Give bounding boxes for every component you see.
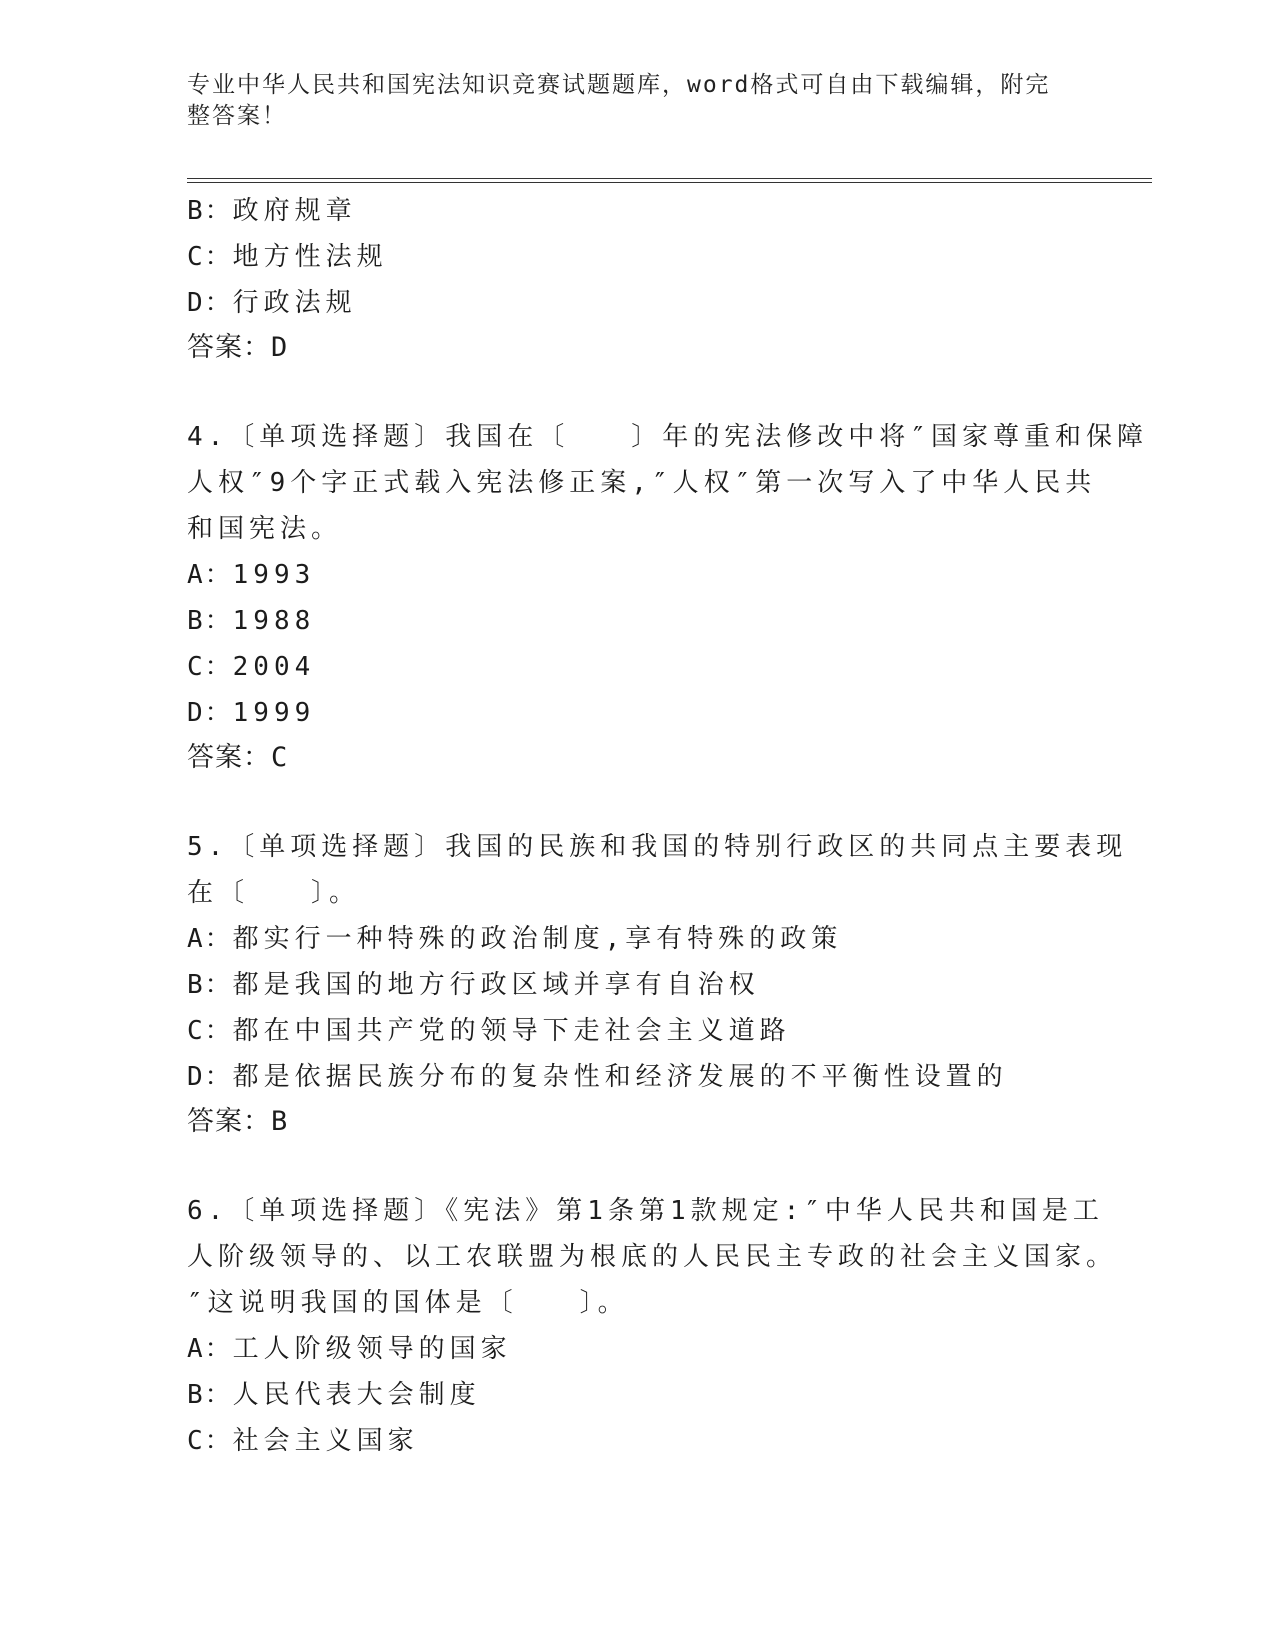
question-text-line: 人阶级领导的、以工农联盟为根底的人民民主专政的社会主义国家。 (187, 1242, 1118, 1272)
option-b: B：1988 (187, 606, 316, 636)
answer-line: 答案：D (187, 332, 289, 363)
option-c: C：社会主义国家 (187, 1426, 419, 1456)
option-d: D：1999 (187, 698, 316, 728)
option-c: C：2004 (187, 652, 316, 682)
option-b: B：政府规章 (187, 196, 357, 226)
question-text-line: ″这说明我国的国体是〔 〕。 (187, 1288, 629, 1318)
question-text-line: 和国宪法。 (187, 514, 343, 544)
option-b: B：都是我国的地方行政区域并享有自治权 (187, 970, 760, 1000)
option-d: D：行政法规 (187, 288, 357, 318)
question-text-line: 4.〔单项选择题〕我国在〔 〕年的宪法修改中将″国家尊重和保障 (187, 422, 1148, 452)
question-text-line: 在〔 〕。 (187, 878, 361, 908)
option-c: C：都在中国共产党的领导下走社会主义道路 (187, 1016, 791, 1046)
question-4 (187, 414, 1148, 780)
question-5 (187, 824, 1128, 1144)
option-a: A：工人阶级领导的国家 (187, 1334, 512, 1364)
header-divider (187, 178, 1152, 183)
option-c: C：地方性法规 (187, 242, 388, 272)
option-b: B：人民代表大会制度 (187, 1380, 481, 1410)
question-fragment (187, 188, 1087, 370)
option-d: D：都是依据民族分布的复杂性和经济发展的不平衡性设置的 (187, 1062, 1008, 1092)
answer-line: 答案：C (187, 742, 289, 773)
question-text-line: 5.〔单项选择题〕我国的民族和我国的特别行政区的共同点主要表现 (187, 832, 1128, 862)
question-text-line: 6.〔单项选择题〕《宪法》第1条第1款规定:″中华人民共和国是工 (187, 1196, 1104, 1226)
option-a: A：都实行一种特殊的政治制度,享有特殊的政策 (187, 924, 843, 954)
option-a: A：1993 (187, 560, 316, 590)
question-list (187, 188, 1148, 1464)
question-text-line: 人权″9个字正式载入宪法修正案,″人权″第一次写入了中华人民共 (187, 468, 1097, 498)
page-header: 专业中华人民共和国宪法知识竞赛试题题库，word格式可自由下载编辑，附完整答案！ (187, 72, 1051, 129)
question-6 (187, 1188, 1118, 1464)
answer-line: 答案：B (187, 1106, 289, 1137)
